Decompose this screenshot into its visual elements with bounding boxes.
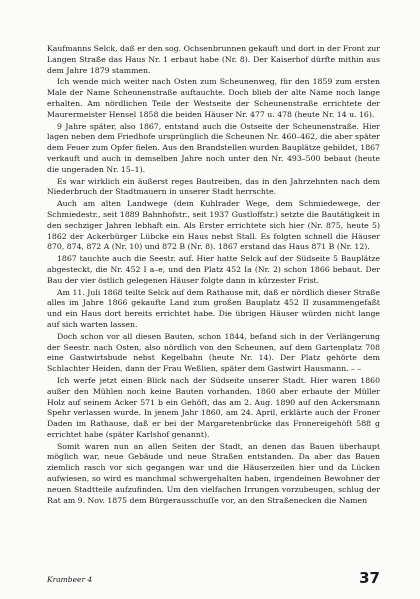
paragraph: Auch am alten Landwege (dem Kuhlrader Wege, dem Schmiedewege, der Schmiedestr., seit 1889 Bahnhofstr., seit 1937 Gustloffstr.) setzte die Bautätigkeit in den sechziger Jahren lebhaft ein. Als Erster errichtete sich hier (Nr. 875, heute 5) 1862 der Ackerbürger Lübcke ein Haus nebst Stall. Es folgten schnell die Häuser 870, 874, 872 A (Nr. 10) und 872 B (Nr. 8). 1867 erstand das Haus 871 B (Nr. 12). (47, 199, 380, 252)
paragraph: Es war wirklich ein äußerst reges Bautreiben, das in den Jahrzehnten nach dem Niederbruch der Stadtmauern in unserer Stadt herrschte. (47, 176, 380, 197)
paragraph: Ich werfe jetzt einen Blick nach der Südseite unserer Stadt. Hier waren 1860 außer den Mühlen noch keine Bauten vorhanden. 1860 aber erbaute der Müller Holz auf seinem Acker 571 b ein Gehöft, das am 2. Aug. 1890 auf den Ackersmann Spehr verlassen wurde. In jenem Jahr 1860, am 24. April, erklärte auch der Froner Daden im Rathause, daß er bei der Margaretenbrücke das Fronereigehöft 588 g errichtet habe (später Karlshof genannt). (47, 375, 380, 439)
paragraph: Am 11. Juli 1868 teilte Selck auf dem Rathause mit, daß er nördlich dieser Straße alles im Jahre 1866 gekaufte Land zum großen Bauplatz 452 II zusammengefaßt und ein Haus dort bereits errichtet habe. Die übrigen Häuser würden nicht lange auf sich warten lassen. (47, 287, 380, 329)
signature-mark: Krambeer 4 (47, 575, 93, 584)
paragraph: 1867 tauchte auch die Seestr. auf. Hier hatte Selck auf der Südseite 5 Bauplätze abgesteckt, die Nr. 452 I a–e, und den Platz 452 Ia (Nr. 2) schon 1866 bebaut. Der Bau der vier östlich gelegenen Häuser folgte dann in kürzester Frist. (47, 254, 380, 285)
page-number: 37 (359, 569, 380, 587)
paragraph: Doch schon vor all diesen Bauten, schon 1844, befand sich in der Verlängerung der Seestr. nach Osten, also nördlich von den Scheunen, auf dem Gartenplatz 708 eine Gastwirtsbude nebst Kegelbahn (heute Nr. 14). Der Platz gehörte dem Schlachter Heiden, dann der Frau Weßlien, später dem Gastwirt Hausmann. – – (47, 331, 380, 374)
page-footer (47, 569, 380, 589)
body-text (47, 44, 380, 506)
paragraph: Kaufmanns Selck, daß er den sog. Ochsenbrunnen gekauft und dort in der Front zur Langen Straße das Haus Nr. 1 erbaut habe (Nr. 8). Der Kaiserhof dürfte mithin aus dem Jahre 1879 stammen. (47, 44, 380, 75)
paragraph: Ich wende mich weiter nach Osten zum Scheunenweg, für den 1859 zum ersten Male der Name Scheunenstraße auftauchte. Doch blieb der alte Name noch lange erhalten. Am nördlichen Teile der Westseite der Scheunenstraße errichtete der Maurermeister Hensel 1858 die beiden Häuser Nr. 477 u. 478 (heute Nr. 14 u. 16). (47, 77, 380, 119)
paragraph: 9 Jahre später, also 1867, entstand auch die Ostseite der Scheunenstraße. Hier lagen neben dem Friedhofe ursprünglich die Scheunen Nr. 460–462, die aber später dem Feuer zum Opfer fielen. Aus den Brandstellen wurden Bauplätze gebildet, 1867 verkauft und auch in demselben Jahre noch unter den Nr. 493–500 bebaut (heute die ungeraden Nr. 15–1). (47, 121, 380, 174)
paragraph: Somit waren nun an allen Seiten der Stadt, an denen das Bauen überhaupt möglich war, neue Gebäude und neue Straßen entstanden. Da aber das Bauen ziemlich rasch vor sich gegangen war und die Häuserzeilen hier und da Lücken aufwiesen, so wird es manchmal schwergehalten haben, irgendeinen Bewohner der neuen Stadtteile aufzufinden. Um den vielfachen Irrungen vorzubeugen, schlug der Rat am 9. Nov. 1875 dem Bürgerausschuſſe vor, an den Straßenecken die Namen (47, 441, 380, 505)
